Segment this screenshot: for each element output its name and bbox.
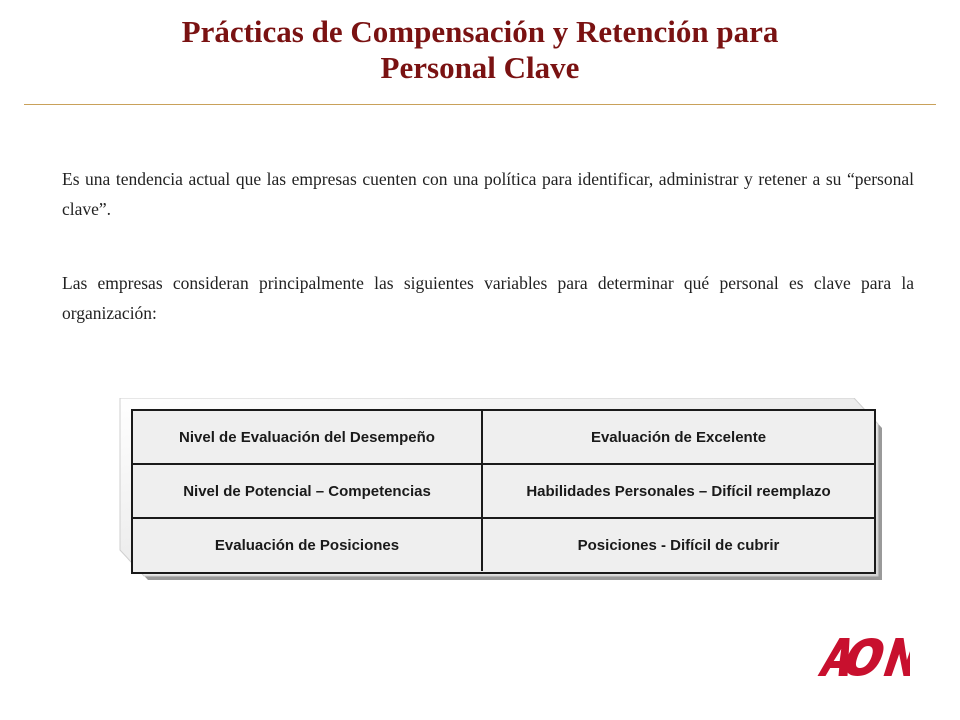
table-cell-variable: Nivel de Potencial – Competencias [133, 465, 483, 517]
table-cell-criterion: Posiciones - Difícil de cubrir [577, 536, 780, 554]
slide-title-line-2: Personal Clave [380, 50, 580, 85]
intro-paragraph: Es una tendencia actual que las empresas cuenten con una política para identificar, administrar y retener a su “personal clave”. [62, 169, 914, 219]
table-row [133, 519, 874, 571]
variables-table [131, 409, 876, 574]
table-cell-variable: Nivel de Evaluación del Desempeño [133, 411, 483, 463]
variables-paragraph: Las empresas consideran principalmente las siguientes variables para determinar qué personal es clave para la organización: [62, 273, 914, 323]
table-row [133, 465, 874, 519]
aon-logo [816, 636, 910, 683]
slide-title-line-1: Prácticas de Compensación y Retención para [181, 14, 779, 49]
table-cell-criterion: Habilidades Personales – Difícil reemplazo [526, 482, 831, 500]
table-row [133, 411, 874, 465]
title-divider [24, 104, 936, 105]
variables-table-frame [118, 398, 886, 582]
table-cell-variable: Evaluación de Posiciones [133, 519, 483, 571]
slide-title [40, 14, 920, 86]
table-cell-criterion: Evaluación de Excelente [590, 428, 767, 446]
aon-logo-icon [816, 636, 910, 678]
